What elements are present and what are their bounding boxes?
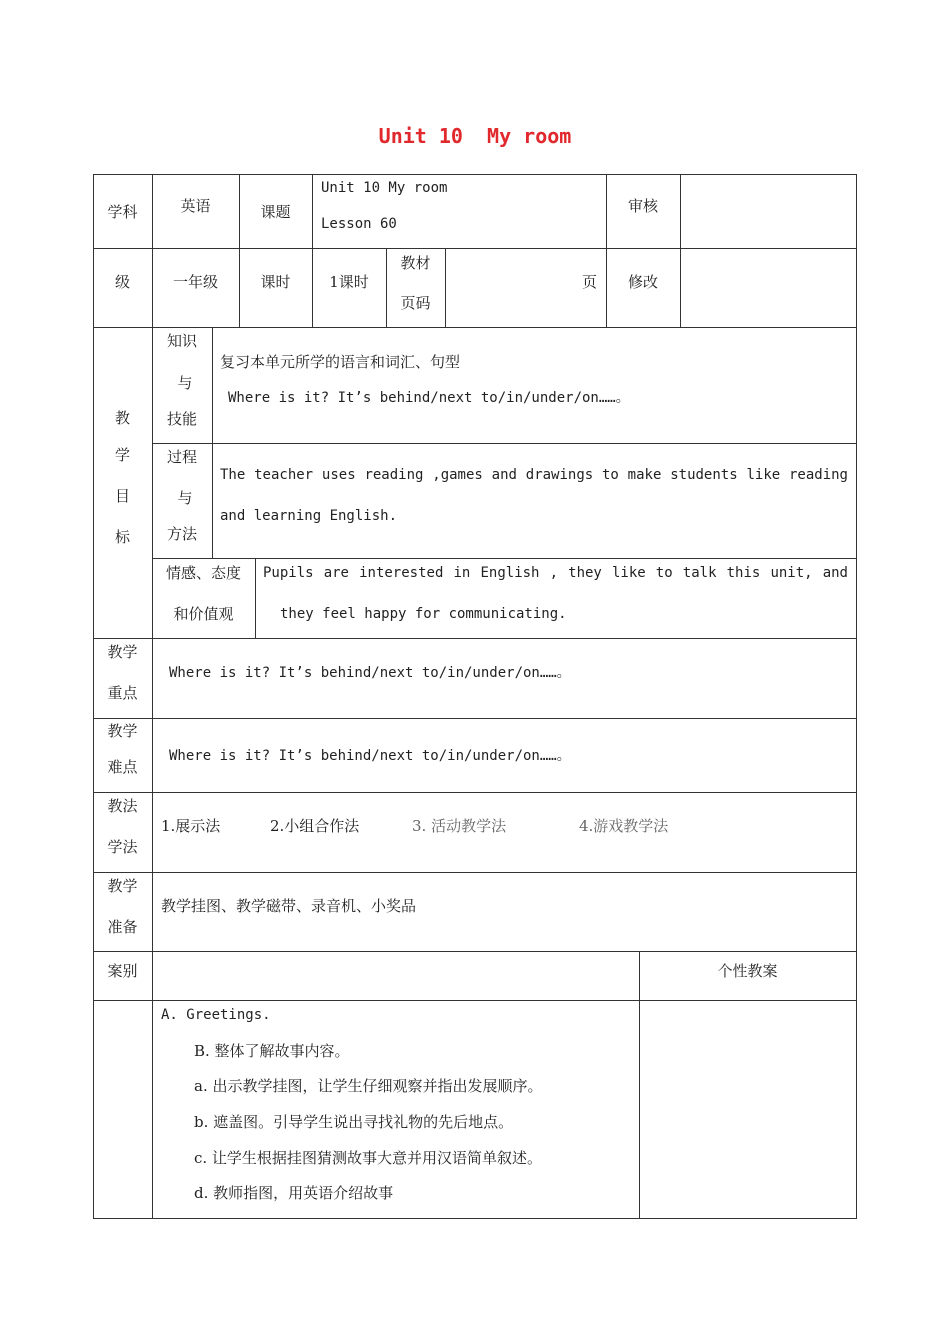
- preparation-content: 教学挂图、教学磁带、录音机、小奖品: [161, 897, 417, 915]
- objectives-label-char: 学: [114, 446, 130, 464]
- knowledge-content: Where is it? It’s behind/next to/in/under/on……。: [228, 390, 630, 406]
- textbook-label-2: 页码: [400, 294, 431, 312]
- hours-label: 课时: [260, 273, 291, 291]
- grade-label: 级: [114, 273, 130, 291]
- preparation-label: 教学: [107, 877, 138, 895]
- topic-line-2: Lesson 60: [321, 216, 397, 232]
- objectives-label-char: 目: [114, 487, 130, 505]
- step-item: a. 出示教学挂图，让学生仔细观察并指出发展顺序。: [194, 1077, 543, 1095]
- key-points-label: 教学: [107, 643, 138, 661]
- row-divider: [93, 248, 857, 249]
- textbook-label-1: 教材: [400, 254, 431, 272]
- column-divider: [255, 558, 256, 639]
- step-item: A. Greetings.: [161, 1007, 271, 1023]
- review-label: 审核: [627, 197, 658, 215]
- row-divider: [93, 718, 857, 719]
- key-points-label: 重点: [107, 684, 138, 702]
- personal-plan-label: 个性教案: [717, 962, 778, 980]
- process-label: 与: [177, 489, 193, 507]
- method-item: 2.小组合作法: [270, 817, 360, 835]
- method-item: 3. 活动教学法: [412, 817, 507, 835]
- subject-value: 英语: [180, 197, 211, 215]
- knowledge-label: 知识: [166, 332, 197, 350]
- column-divider: [312, 174, 313, 328]
- step-item: b. 遮盖图。引导学生说出寻找礼物的先后地点。: [194, 1113, 514, 1131]
- row-divider: [93, 1000, 857, 1001]
- row-divider: [152, 443, 857, 444]
- page-title: Unit 10 My room: [378, 124, 572, 148]
- emotion-content: they feel happy for communicating.: [280, 606, 567, 622]
- column-divider: [239, 174, 240, 328]
- subject-label: 学科: [107, 203, 138, 221]
- row-divider: [93, 872, 857, 873]
- methods-label: 学法: [107, 838, 138, 856]
- objectives-label-char: 标: [114, 528, 130, 546]
- page-suffix: 页: [582, 273, 598, 291]
- emotion-label: 和价值观: [173, 605, 234, 623]
- knowledge-label: 技能: [166, 410, 197, 428]
- column-divider: [680, 174, 681, 328]
- column-divider: [152, 174, 153, 1219]
- method-item: 1.展示法: [161, 817, 221, 835]
- step-item: B. 整体了解故事内容。: [194, 1042, 350, 1060]
- difficulties-content: Where is it? It’s behind/next to/in/under/on……。: [169, 748, 571, 764]
- table-border-top: [93, 174, 857, 175]
- knowledge-content: 复习本单元所学的语言和词汇、句型: [220, 353, 461, 371]
- step-item: d. 教师指图，用英语介绍故事: [194, 1184, 394, 1202]
- grade-value: 一年级: [172, 273, 218, 291]
- row-divider: [93, 951, 857, 952]
- case-label: 案别: [107, 962, 138, 980]
- table-border-right: [856, 174, 857, 1219]
- process-label: 过程: [166, 448, 197, 466]
- row-divider: [93, 792, 857, 793]
- topic-line-1: Unit 10 My room: [321, 180, 448, 196]
- emotion-content: Pupils are interested in English , they like to talk this unit, and: [263, 565, 848, 581]
- row-divider: [93, 638, 857, 639]
- emotion-label: 情感、态度: [165, 564, 241, 582]
- column-divider: [445, 248, 446, 328]
- difficulties-label: 教学: [107, 722, 138, 740]
- process-content: and learning English.: [220, 508, 398, 524]
- key-points-content: Where is it? It’s behind/next to/in/under/on……。: [169, 665, 571, 681]
- step-item: c. 让学生根据挂图猜测故事大意并用汉语简单叙述。: [194, 1149, 542, 1167]
- method-item: 4.游戏教学法: [579, 817, 669, 835]
- row-divider: [152, 558, 857, 559]
- process-content: The teacher uses reading ,games and drawings to make students like reading: [220, 467, 848, 483]
- process-label: 方法: [166, 525, 197, 543]
- hours-value: 1课时: [329, 273, 369, 291]
- preparation-label: 准备: [107, 918, 138, 936]
- table-border-bottom: [93, 1218, 857, 1219]
- row-divider: [93, 327, 857, 328]
- knowledge-label: 与: [177, 374, 193, 392]
- revise-label: 修改: [627, 273, 658, 291]
- column-divider: [639, 951, 640, 1219]
- objectives-label-char: 教: [114, 409, 130, 427]
- topic-label: 课题: [260, 203, 291, 221]
- methods-label: 教法: [107, 797, 138, 815]
- difficulties-label: 难点: [107, 758, 138, 776]
